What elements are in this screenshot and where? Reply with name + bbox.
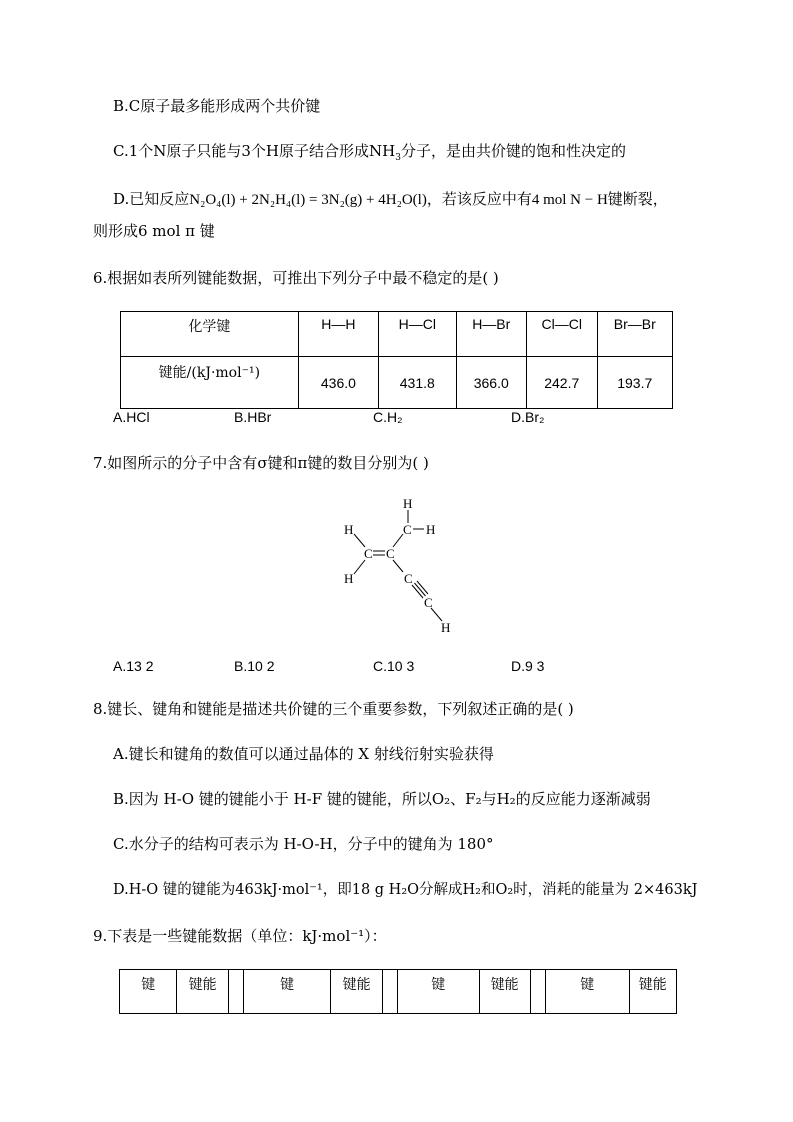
q8-option-b: B.因为 H-O 键的键能小于 H-F 键的键能，所以O₂、F₂与H₂的反应能力逐渐减弱: [113, 790, 651, 808]
q9-header-2: 键能: [177, 970, 228, 1014]
q6-option-a: A.HCl: [113, 409, 150, 425]
atom-c-3: C: [386, 546, 395, 561]
q6-table-energy-3: 366.0: [456, 357, 527, 409]
q5-option-c-post: 分子，是由共价键的饱和性决定的: [400, 142, 626, 160]
q7-molecule-structure: [330, 490, 470, 638]
q6-table-energy-4: 242.7: [527, 357, 598, 409]
q7-option-c: C.10 3: [373, 658, 415, 674]
q6-table-energy-5: 193.7: [597, 357, 673, 409]
q6-option-c: C.H₂: [373, 409, 403, 425]
q5-option-d-equation: N₂O₄(l) + 2N₂H₄(l) = 3N₂(g) + 4H₂O(l): [189, 192, 427, 208]
q5-option-d-post: 键断裂，: [607, 190, 668, 208]
q5-option-c-pre: C.1个N原子只能与3个H原子结合形成NH: [113, 142, 396, 160]
q6-table-bond-2: H—Cl: [379, 312, 456, 357]
q9-header-1: 键: [120, 970, 177, 1014]
q6-table-bond-4: Cl—Cl: [527, 312, 598, 357]
q9-header-3: [228, 970, 243, 1014]
q6-table-energy-1: 436.0: [298, 357, 378, 409]
atom-h-4: H: [344, 571, 354, 586]
atom-c-4: C: [404, 571, 413, 586]
q9-header-10: 键: [545, 970, 629, 1014]
q6-table-energy-2: 431.8: [379, 357, 456, 409]
bond-h-c-bottom: [354, 560, 365, 574]
q6-table-bond-3: H—Br: [456, 312, 527, 357]
atom-h-1: H: [403, 496, 413, 511]
q7-option-d: D.9 3: [511, 658, 545, 674]
q9-header-4: 键: [243, 970, 331, 1014]
q6-option-d: D.Br₂: [511, 409, 545, 425]
q9-bond-energy-table: [119, 969, 677, 1014]
q9-header-5: 键能: [331, 970, 382, 1014]
q9-header-7: 键: [397, 970, 479, 1014]
atom-c-1: C: [403, 522, 412, 537]
q5-option-d: [113, 189, 668, 210]
q9-header-8: 键能: [479, 970, 530, 1014]
q5-option-d-pre: D.已知反应: [113, 190, 190, 208]
q8-option-d: D.H-O 键的键能为463kJ·mol⁻¹，即18 g H₂O分解成H₂和O₂时，消耗的能量为 2×463kJ: [113, 882, 698, 898]
q7-option-b: B.10 2: [234, 658, 275, 674]
q6-table-bond-5: Br—Br: [597, 312, 673, 357]
q6-option-b: B.HBr: [234, 409, 272, 425]
q7-option-a: A.13 2: [113, 658, 154, 674]
atom-h-3: H: [344, 522, 354, 537]
q8-option-a: A.键长和键角的数值可以通过晶体的 X 射线衍射实验获得: [113, 745, 494, 763]
q5-option-d-line2: 则形成6 mol π 键: [93, 222, 215, 240]
q6-bond-energy-table: [120, 311, 673, 409]
q9-header-11: 键能: [629, 970, 676, 1014]
q9-stem: 9.下表是一些键能数据（单位：kJ·mol⁻¹）：: [93, 927, 387, 945]
atom-h-5: H: [441, 620, 451, 635]
q7-stem: 7.如图所示的分子中含有σ键和π键的数目分别为( ): [93, 454, 429, 472]
bond-c-c-chain: [393, 560, 403, 572]
q5-option-c: [113, 141, 626, 161]
q5-option-b: B.C原子最多能形成两个共价键: [113, 97, 321, 115]
q6-table-row1-label: 化学键: [121, 312, 299, 357]
q6-stem: 6.根据如表所列键能数据，可推出下列分子中最不稳定的是( ): [93, 269, 499, 287]
q9-header-6: [382, 970, 397, 1014]
q5-option-d-mid: ，若该反应中有: [426, 190, 532, 208]
q5-option-d-amount: 4 mol N − H: [531, 192, 608, 208]
atom-h-2: H: [426, 522, 436, 537]
q8-option-c: C.水分子的结构可表示为 H-O-H，分子中的键角为 180°: [113, 835, 494, 853]
q8-stem: 8.键长、键角和键能是描述共价键的三个重要参数，下列叙述正确的是( ): [93, 700, 574, 718]
atom-c-2: C: [364, 546, 373, 561]
q9-header-9: [530, 970, 545, 1014]
q6-table-bond-1: H—H: [298, 312, 378, 357]
q5-option-c-sub: 3: [395, 153, 401, 163]
q6-table-row2-label: 键能/(kJ·mol⁻¹): [121, 357, 299, 409]
atom-c-5: C: [424, 595, 433, 610]
